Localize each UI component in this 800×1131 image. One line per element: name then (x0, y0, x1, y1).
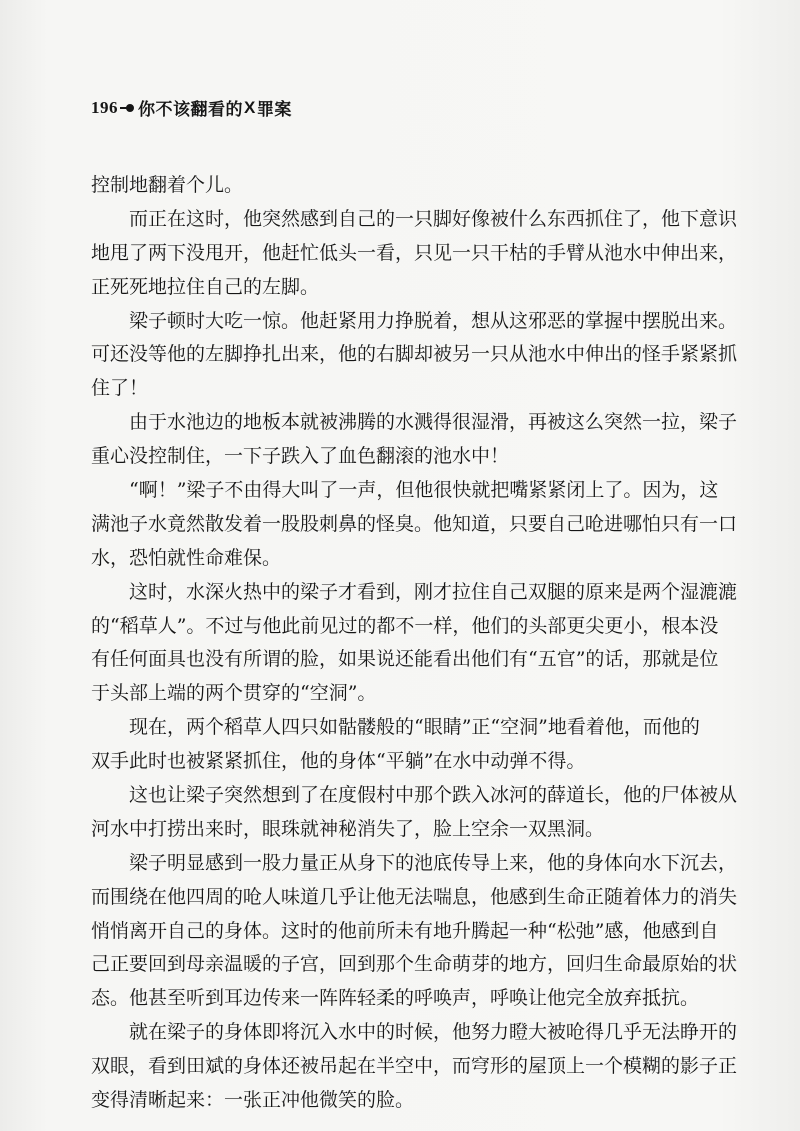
text-line: 这也让梁子突然想到了在度假村中那个跌入冰河的薛道长，他的尸体被从 (129, 784, 738, 807)
text-line: 的“稻草人”。不过与他此前见过的都不一样，他们的头部更尖更小，根本没 (91, 614, 719, 637)
text-line: 控制地翻着个儿。 (91, 174, 244, 196)
text-line: 梁子顿时大吃一惊。他赶紧用力挣脱着，想从这邪恶的掌握中摆脱出来。 (129, 309, 738, 332)
page-number: 196 (91, 97, 118, 117)
text-line: 这时，水深火热中的梁子才看到，刚才拉住自己双腿的原来是两个湿漉漉 (129, 580, 738, 603)
running-header (91, 95, 292, 120)
text-line: 水，恐怕就性命难保。 (91, 546, 282, 569)
arrow-bullet-icon (120, 103, 134, 113)
book-title-suffix: 罪案 (256, 100, 292, 120)
text-line: 就在梁子的身体即将沉入水中的时候，他努力瞪大被呛得几乎无法睁开的 (129, 1021, 738, 1044)
text-line: 现在，两个稻草人四只如骷髅般的“眼睛”正“空洞”地看着他，而他的 (129, 716, 700, 739)
text-line: 态。他甚至听到耳边传来一阵阵轻柔的呼唤声，呼唤让他完全放弃抵抗。 (91, 987, 700, 1010)
text-line: 双眼，看到田斌的身体还被吊起在半空中，而穹形的屋顶上一个模糊的影子正 (91, 1055, 738, 1078)
text-line: 满池子水竟然散发着一股股刺鼻的怪臭。他知道，只要自己呛进哪怕只有一口 (91, 512, 738, 535)
text-line: 住了！ (91, 377, 149, 400)
text-line: 己正要回到母亲温暖的子宫，回到那个生命萌芽的地方，回归生命最原始的状 (91, 953, 738, 976)
text-line: 悄悄离开自己的身体。这时的他前所未有地升腾起一种“松弛”感，他感到自 (91, 919, 719, 942)
text-line: 而围绕在他四周的呛人味道几乎让他无法喘息，他感到生命正随着体力的消失 (91, 885, 738, 908)
text-line: 于头部上端的两个贯穿的“空洞”。 (91, 682, 377, 705)
text-line: 重心没控制住，一下子跌入了血色翻滚的池水中！ (91, 445, 510, 468)
text-line: 有任何面具也没有所谓的脸，如果说还能看出他们有“五官”的话，那就是位 (91, 648, 719, 671)
text-line: “啊！”梁子不由得大叫了一声，但他很快就把嘴紧紧闭上了。因为，这 (129, 479, 719, 502)
text-line: 双手此时也被紧紧抓住，他的身体“平躺”在水中动弹不得。 (91, 750, 586, 773)
text-line: 由于水池边的地板本就被沸腾的水溅得很湿滑，再被这么突然一拉，梁子 (129, 411, 738, 434)
book-title-prefix: 你不该翻看的 (138, 100, 243, 120)
text-line: 正死死地拉住自己的左脚。 (91, 275, 320, 298)
text-line: 而正在这时，他突然感到自己的一只脚好像被什么东西抓住了，他下意识 (129, 207, 738, 230)
body-text (91, 169, 738, 1118)
book-title-x: X (244, 97, 256, 117)
text-line: 可还没等他的左脚挣扎出来，他的右脚却被另一只从池水中伸出的怪手紧紧抓 (91, 343, 738, 366)
text-line: 地甩了两下没甩开，他赶忙低头一看，只见一只干枯的手臂从池水中伸出来， (91, 241, 738, 264)
text-line: 变得清晰起来：一张正冲他微笑的脸。 (91, 1089, 415, 1112)
text-line: 河水中打捞出来时，眼珠就神秘消失了，脸上空余一双黑洞。 (91, 817, 605, 840)
text-line: 梁子明显感到一股力量正从身下的池底传导上来，他的身体向水下沉去， (129, 851, 738, 874)
